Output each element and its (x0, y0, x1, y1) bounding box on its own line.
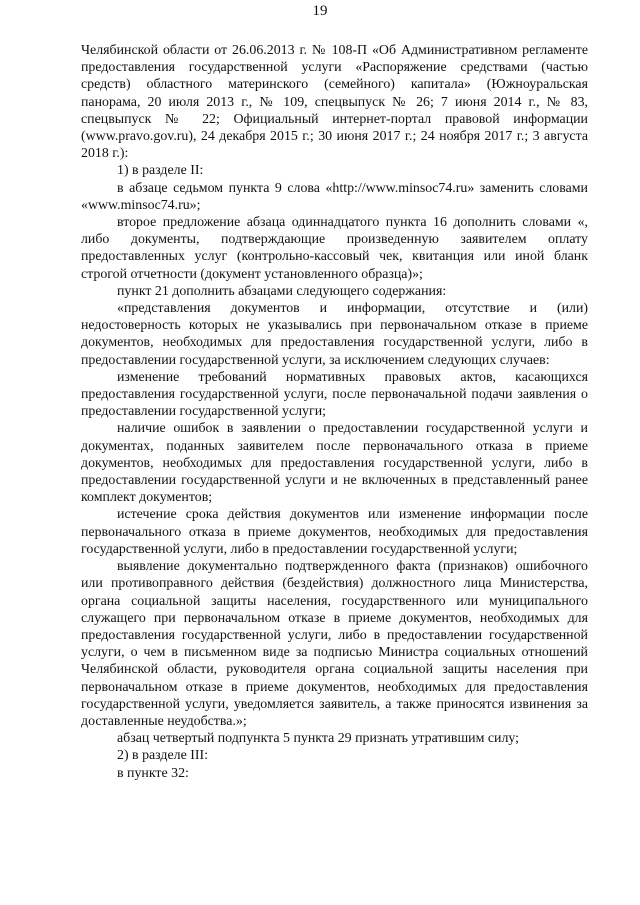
page-number: 19 (312, 3, 328, 19)
document-body (81, 42, 588, 782)
paragraph-case-4: выявление документально подтвержденного факта (признаков) ошибочного или противоправного действия (бездействия) должностного лица Министерства, органа социальной защиты населения, государственного или муниципального служащего при первоначальном отказе в приеме документов, необходимых для предоставления государственной услуги, либо в предоставлении государственной услуги, о чем в письменном виде за подписью Министра социальных отношений Челябинской области, руководителя органа социальной защиты населения при первоначальном отказе в приеме документов, необходимых для предоставления государственной услуги, уведомляется заявитель, а также приносятся извинения за доставленные неудобства.»; (81, 559, 588, 729)
paragraph-quote-start: «представления документов и информации, отсутствие и (или) недостоверность которых не указывались при первоначальном отказе в приеме документов, необходимых для предоставления государственной услуги, либо в предоставлении государственной услуги, за исключением следующих случаев: (81, 301, 588, 368)
paragraph-section-3-heading: 2) в разделе III: (117, 748, 208, 764)
paragraph-case-3: истечение срока действия документов или изменение информации после первоначального отказа в приеме документов, необходимых для предоставления государственной услуги, либо в предоставлении государственной услуги; (81, 507, 588, 557)
paragraph-case-1: изменение требований нормативных правовых актов, касающихся предоставления государственной услуги, после первоначальной подачи заявления о предоставлении государственной услуги; (81, 369, 588, 420)
paragraph-item-16: второе предложение абзаца одиннадцатого пункта 16 дополнить словами «, либо документы, подтверждающие произведенную заявителем оплату предоставленных услуг (контрольно-кассовый чек, квитанция или иной бланк строгой отчетности (документ установленного образца)»; (81, 215, 588, 282)
paragraph-item-21: пункт 21 дополнить абзацами следующего содержания: (117, 283, 447, 299)
paragraph-item-32: в пункте 32: (117, 765, 189, 781)
paragraph-item-29: абзац четвертый подпункта 5 пункта 29 признать утратившим силу; (117, 731, 520, 747)
paragraph-item-9: в абзаце седьмом пункта 9 слова «http://www.minsoc74.ru» заменить словами «www.minsoc74.ru»; (81, 180, 588, 213)
paragraph-intro-citation: Челябинской области от 26.06.2013 г. № 108-П «Об Административном регламенте предоставления государственной услуги «Распоряжение средствами (частью средств) областного материнского (семейного) капитала» (Южноуральская панорама, 20 июля 2013 г., № 109, спецвыпуск № 26; 7 июня 2014 г., № 83, спецвыпуск № 22; Официальный интернет-портал правовой информации (www.pravo.gov.ru), 24 декабря 2015 г.; 30 июня 2017 г.; 24 ноября 2017 г.; 3 августа 2018 г.): (81, 43, 588, 162)
paragraph-section-2-heading: 1) в разделе II: (117, 163, 204, 179)
paragraph-case-2: наличие ошибок в заявлении о предоставлении государственной услуги и документах, поданных заявителем после первоначального отказа в приеме документов, необходимых для предоставления государственной услуги, либо в предоставлении государственной услуги и не включенных в представленный ранее комплект документов; (81, 421, 588, 506)
